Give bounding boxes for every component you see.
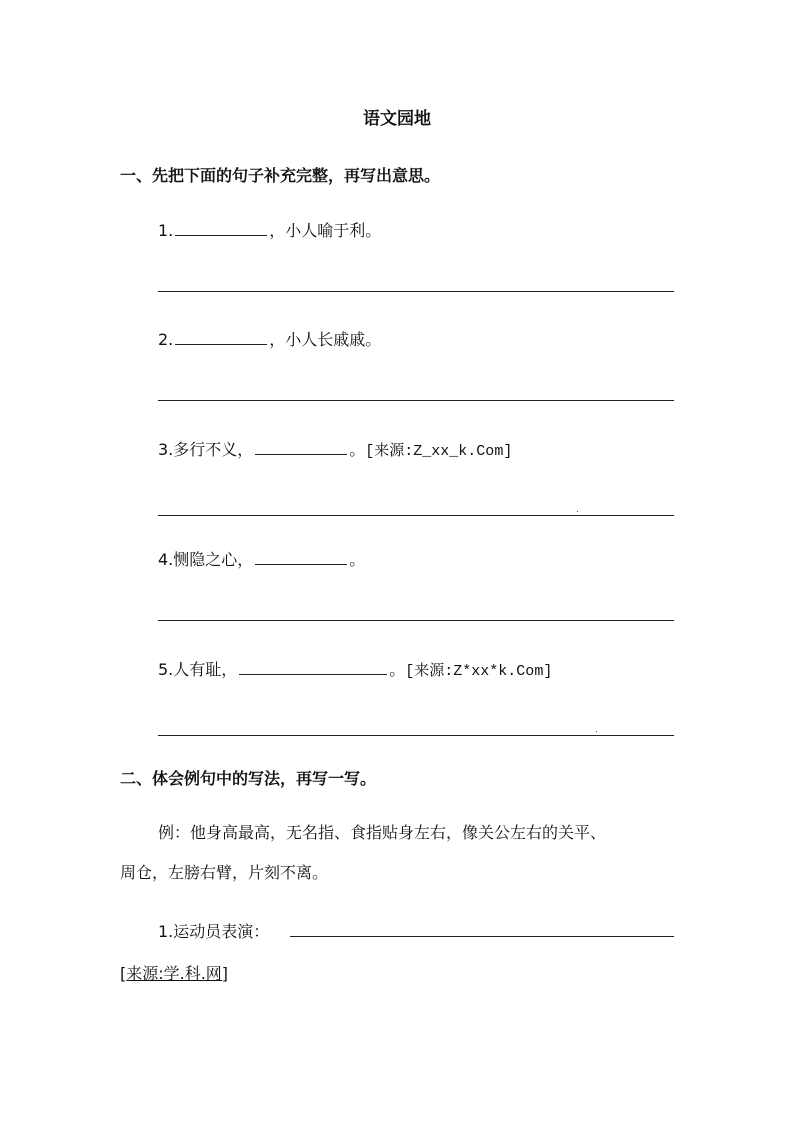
exercise-1 [158,919,269,942]
exercise-label: 1.运动员表演： [158,922,270,941]
source-note: [来源:学.科.网] [120,964,229,983]
question-text: 人有耻， [173,660,238,679]
question-text: 多行不义， [173,440,254,459]
question-number: 3. [158,440,174,459]
question-text-end: 。 [349,440,366,459]
question-text: 恻隐之心， [173,550,254,569]
question-3 [158,437,512,460]
question-number: 5. [158,660,174,679]
answer-line[interactable] [158,735,674,736]
answer-line[interactable] [158,291,674,292]
fill-blank[interactable] [255,550,347,565]
fill-blank[interactable] [175,221,267,236]
question-text-end: 。 [389,660,406,679]
answer-line[interactable] [158,620,674,621]
stray-dot [577,511,578,512]
source-note: [来源:Z_xx_k.Com] [365,443,513,460]
question-number: 1. [158,221,174,240]
fill-blank[interactable] [175,330,267,345]
question-text: ，小人喻于利。 [269,221,382,240]
example-sentence-line-2: 周仓，左膀右臂，片刻不离。 [120,863,329,882]
question-number: 2. [158,330,174,349]
question-5 [158,657,552,680]
answer-line[interactable] [158,400,674,401]
question-number: 4. [158,550,174,569]
stray-dot [596,731,597,732]
source-note: [来源:Z*xx*k.Com] [405,663,553,680]
answer-line[interactable] [158,515,674,516]
section-2-heading: 二、体会例句中的写法，再写一写。 [120,769,377,788]
question-4 [158,547,365,570]
question-2 [158,327,381,350]
question-1 [158,218,381,241]
fill-blank[interactable] [255,440,347,455]
page-title: 语文园地 [363,109,431,129]
section-1-heading: 一、先把下面的句子补充完整，再写出意思。 [120,166,441,185]
question-text: ，小人长戚戚。 [269,330,382,349]
fill-blank[interactable] [239,660,387,675]
answer-line[interactable] [290,936,674,937]
question-text-end: 。 [349,550,366,569]
example-sentence-line-1: 例：他身高最高，无名指、食指贴身左右，像关公左右的关平、 [158,823,607,842]
